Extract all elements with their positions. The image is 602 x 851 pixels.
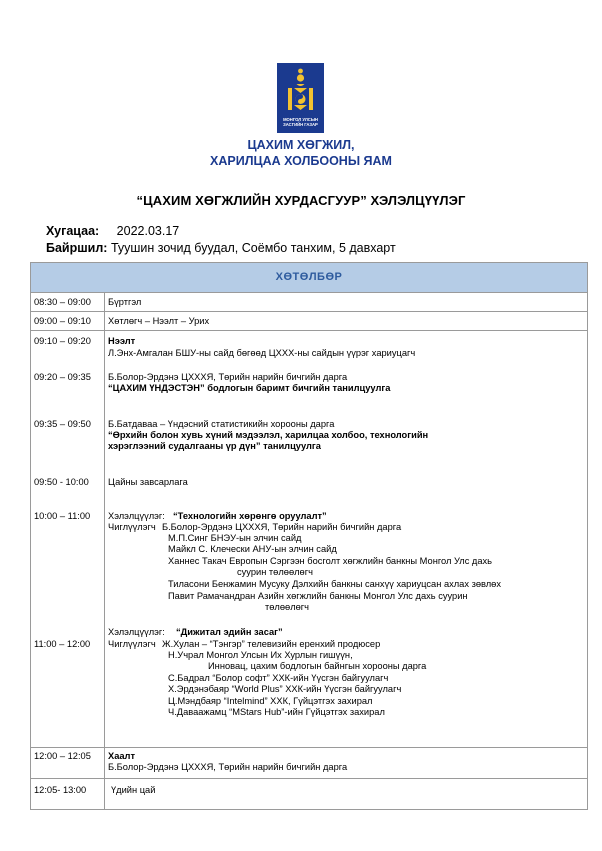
row-time: 09:20 – 09:35: [34, 372, 91, 382]
row-time: 08:30 – 09:00: [34, 297, 91, 307]
agenda-table: [30, 262, 588, 810]
row-text: Б.Болор-Эрдэнэ ЦХХХЯ, Төрийн нарийн бичгийн дарга: [108, 372, 348, 382]
panelist: Майкл С. Клечески АНУ-ын элчин сайд: [168, 544, 337, 554]
row-divider: [31, 311, 587, 312]
venue-label: Байршил:: [46, 241, 108, 255]
panelist: Ж.Хулан – “Тэнгэр” телевизийн еренхий продюсер: [162, 639, 381, 649]
row-time: 11:00 – 12:00: [34, 639, 91, 649]
panel-chair-label: Чиглүүлэгч: [108, 522, 156, 532]
event-date: [46, 224, 179, 238]
government-emblem-logo: [277, 63, 324, 133]
logo-caption-line-1: МОНГОЛ УЛСЫН: [283, 117, 318, 122]
agenda-heading: ХӨТӨЛБӨР: [275, 271, 343, 283]
row-time: 09:50 - 10:00: [34, 477, 89, 487]
panel-moderator-label: Хэлэлцүүлэг:: [108, 627, 165, 637]
panelist: Б.Болор-Эрдэнэ ЦХХХЯ, Төрийн нарийн бичгийн дарга: [162, 522, 402, 532]
row-text: Л.Энх-Амгалан БШУ-ны сайд бөгөөд ЦХХХ-ны сайдын үүрэг хариуцагч: [108, 348, 416, 358]
panelist: Инновац, цахим бодлогын байнгын хорооны дарга: [208, 661, 427, 671]
row-divider: [31, 778, 587, 779]
soyombo-emblem-icon: [286, 68, 315, 112]
row-text: хэрэглээний судалгааны үр дүн” танилцуулга: [108, 441, 321, 451]
panelist: С.Бадрал “Болор софт” ХХК-ийн Үүсгэн байгуулагч: [168, 673, 389, 683]
row-text: Б.Болор-Эрдэнэ ЦХХХЯ, Төрийн нарийн бичгийн дарга: [108, 762, 348, 772]
ministry-name-line-2: ХАРИЛЦАА ХОЛБООНЫ ЯАМ: [210, 154, 392, 168]
logo-caption-line-2: ЗАСГИЙН ГАЗАР: [283, 122, 318, 127]
date-label: Хугацаа:: [46, 224, 100, 238]
row-time: 12:05- 13:00: [34, 785, 87, 795]
panel-topic: “Технологийн хөрөнгө оруулалт”: [173, 511, 327, 521]
row-text: Үдийн цай: [111, 785, 156, 795]
ministry-name-line-1: ЦАХИМ ХӨГЖИЛ,: [247, 138, 355, 152]
row-time: 10:00 – 11:00: [34, 511, 91, 521]
panelist: төлөөлөгч: [265, 602, 310, 612]
agenda-table-header: [31, 263, 587, 293]
event-venue: [46, 241, 396, 255]
row-time: 12:00 – 12:05: [34, 751, 91, 761]
panelist: Х.Эрдэнэбаяр “World Plus” ХХК-ийн Үүсгэн байгуулагч: [168, 684, 402, 694]
row-time: 09:35 – 09:50: [34, 419, 91, 429]
row-text: “ЦАХИМ ҮНДЭСТЭН” бодлогын баримт бичгийн танилцуулга: [108, 383, 391, 393]
date-value: 2022.03.17: [116, 224, 180, 238]
row-divider: [31, 747, 587, 748]
row-text: Бүртгэл: [108, 297, 142, 307]
row-text: “Өрхийн болон хувь хүний мэдээлэл, харилцаа холбоо, технологийн: [108, 430, 429, 440]
panelist: суурин төлөөлөгч: [237, 567, 313, 577]
panelist: Н.Учрал Монгол Улсын Их Хурлын гишүүн,: [168, 650, 353, 660]
panelist: Ханнес Такач Европын Сэргээн босголт хөгжлийн банкны Монгол Улс дахь: [168, 556, 493, 566]
panel-chair-label: Чиглүүлэгч: [108, 639, 156, 649]
panel-topic: “Дижитал эдийн засаг”: [176, 627, 283, 637]
panel-moderator-label: Хэлэлцүүлэг:: [108, 511, 165, 521]
panelist: Ч.Даваажамц “MStars Hub”-ийн Гүйцэтгэх захирал: [168, 707, 385, 717]
row-text: Хаалт: [108, 751, 136, 761]
event-title: “ЦАХИМ ХӨГЖЛИЙН ХУРДАСГУУР” ХЭЛЭЛЦҮҮЛЭГ: [136, 193, 466, 208]
row-time: 09:00 – 09:10: [34, 316, 91, 326]
row-text: Цайны завсарлага: [108, 477, 188, 487]
row-text: Б.Батдаваа – Үндэсний статистикийн хорооны дарга: [108, 419, 335, 429]
row-divider: [31, 330, 587, 331]
panelist: Ц.Мэндбаяр “Intelmind” ХХК, Гүйцэтгэх захирал: [168, 696, 373, 706]
venue-value: Туушин зочид буудал, Соёмбо танхим, 5 давхарт: [110, 241, 396, 255]
column-divider: [104, 293, 105, 809]
row-text: Нээлт: [108, 336, 136, 346]
panelist: Тиласони Бенжамин Мусуку Дэлхийн банкны санхүү хариуцсан ахлах зөвлөх: [168, 579, 501, 589]
panelist: М.П.Синг БНЭУ-ын элчин сайд: [168, 533, 302, 543]
row-text: Хөтлөгч – Нээлт – Урих: [108, 316, 210, 326]
panelist: Павит Рамачандран Азийн хөгжлийн банкны Монгол Улс дахь суурин: [168, 591, 468, 601]
row-time: 09:10 – 09:20: [34, 336, 91, 346]
